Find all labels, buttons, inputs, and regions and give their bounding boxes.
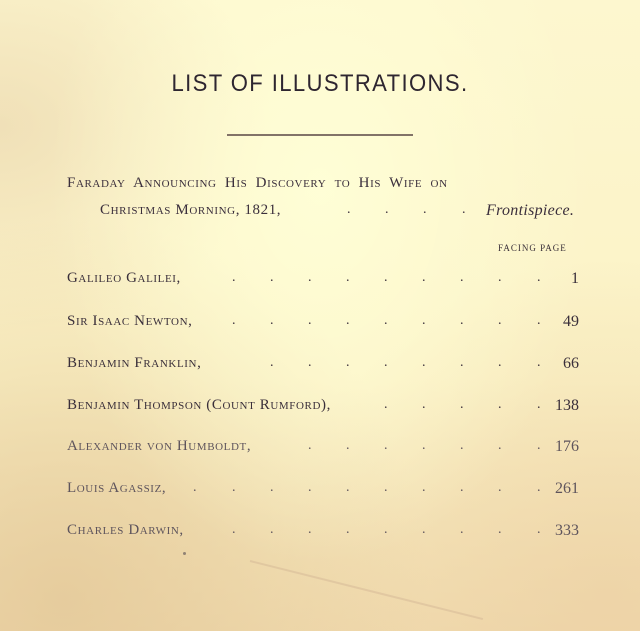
page-title: LIST OF ILLUSTRATIONS. bbox=[171, 70, 469, 97]
page-number: 138 bbox=[555, 397, 579, 414]
illustration-name: Sir Isaac Newton, bbox=[67, 313, 193, 329]
title-rule-divider bbox=[227, 134, 413, 136]
illustration-row bbox=[67, 355, 579, 377]
page-number: 66 bbox=[563, 355, 579, 372]
illustration-name: Benjamin Franklin, bbox=[67, 355, 202, 371]
facing-page-header: FACING PAGE bbox=[498, 243, 567, 253]
illustration-row bbox=[67, 313, 579, 335]
dot-leader: . . . . . . . . bbox=[270, 355, 541, 370]
dot-leader: . . . . . . . . . bbox=[232, 313, 541, 328]
page-number: 176 bbox=[555, 438, 579, 455]
page-number: 333 bbox=[555, 522, 579, 539]
paper-crease bbox=[250, 560, 483, 620]
page-number: 261 bbox=[555, 480, 579, 497]
frontispiece-caption-line-2: Christmas Morning, 1821, . . . . Frontispiece. bbox=[100, 202, 575, 219]
dot-leader: . . . . . . . . . . bbox=[193, 480, 541, 495]
illustration-name: Alexander von Humboldt, bbox=[67, 438, 252, 454]
illustration-name: Charles Darwin, bbox=[67, 522, 184, 538]
frontispiece-label: Frontispiece. bbox=[486, 202, 575, 219]
illustration-row bbox=[67, 397, 579, 419]
dot-leader: . . . . . . . . . bbox=[232, 270, 541, 285]
dot-leader: . . . . . . . . . bbox=[232, 522, 541, 537]
stray-ink-mark bbox=[183, 552, 186, 555]
illustration-name: Benjamin Thompson (Count Rumford), bbox=[67, 397, 331, 413]
page-number: 49 bbox=[563, 313, 579, 330]
illustration-name: Galileo Galilei, bbox=[67, 270, 181, 286]
frontispiece-caption-line-1: Faraday Announcing His Discovery to His Wife on bbox=[67, 175, 448, 191]
illustration-name: Louis Agassiz, bbox=[67, 480, 167, 496]
illustration-row bbox=[67, 522, 579, 544]
illustration-row bbox=[67, 480, 579, 502]
page-number: 1 bbox=[571, 270, 579, 287]
dot-leader: . . . . . bbox=[384, 397, 541, 412]
illustration-row bbox=[67, 438, 579, 460]
frontispiece-caption-text: Christmas Morning, 1821, bbox=[100, 202, 282, 218]
dot-leader: . . . . . . . bbox=[308, 438, 541, 453]
illustration-row bbox=[67, 270, 579, 292]
